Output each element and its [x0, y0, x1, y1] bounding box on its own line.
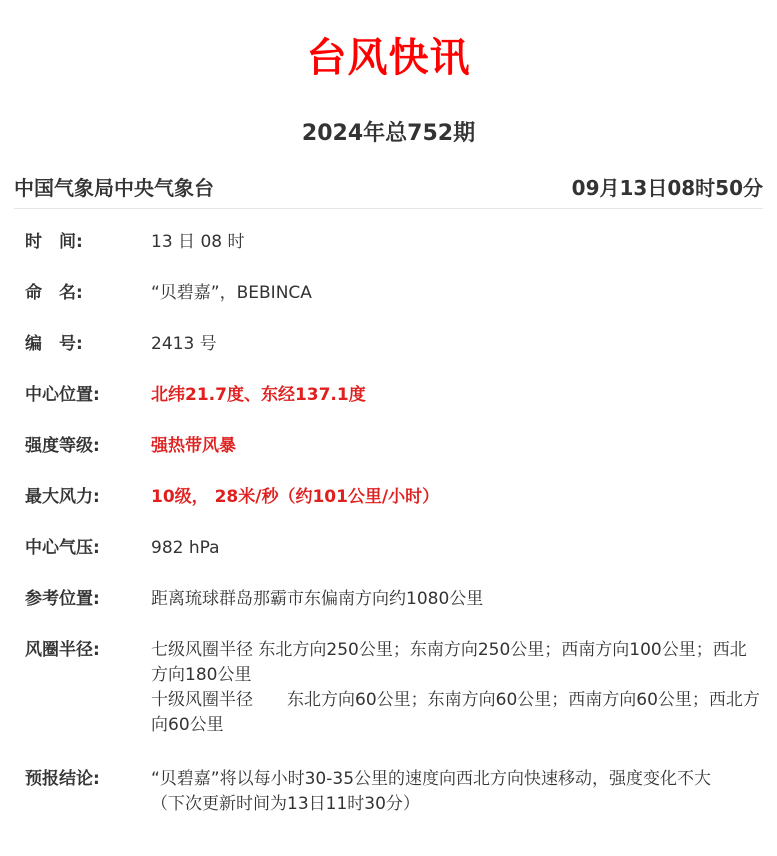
field-level — [25, 434, 760, 458]
field-center-label: 中心位置: — [25, 385, 100, 405]
page-title: 台风快讯 — [306, 35, 471, 81]
field-forecast-value — [151, 767, 760, 817]
field-reference-label: 参考位置: — [25, 589, 100, 609]
field-center — [25, 383, 760, 407]
field-name — [25, 281, 760, 305]
field-name-label: 命 名: — [25, 283, 83, 303]
field-forecast — [25, 767, 760, 817]
issue-time: 09月13日08时50分 — [571, 176, 763, 200]
field-radius-value — [151, 638, 760, 738]
field-forecast-label: 预报结论: — [25, 769, 100, 789]
forecast-text: “贝碧嘉”将以每小时30-35公里的速度向西北方向快速移动，强度变化不大 — [151, 769, 712, 789]
field-number-label: 编 号: — [25, 334, 83, 354]
field-pressure — [25, 536, 760, 560]
field-time-value: 13 日 08 时 — [151, 232, 245, 252]
field-number — [25, 332, 760, 356]
field-number-value: 2413 号 — [151, 334, 217, 354]
field-center-value: 北纬21.7度、东经137.1度 — [151, 385, 366, 405]
radius-line-10 — [151, 688, 760, 738]
field-level-label: 强度等级: — [25, 436, 100, 456]
radius-line-10-prefix: 十级风圈半径 — [151, 690, 253, 710]
forecast-next-update: （下次更新时间为13日11时30分） — [151, 794, 420, 814]
field-level-value: 强热带风暴 — [151, 436, 236, 456]
radius-line-7 — [151, 638, 760, 688]
field-time-label: 时 间: — [25, 232, 83, 252]
field-wind — [25, 485, 760, 509]
field-wind-label: 最大风力: — [25, 487, 100, 507]
radius-line-7-prefix: 七级风圈半径 — [151, 640, 253, 660]
field-time — [25, 230, 760, 254]
field-radius — [25, 638, 760, 738]
field-radius-label: 风圈半径: — [25, 640, 100, 660]
field-wind-value: 10级， 28米/秒（约101公里/小时） — [151, 487, 440, 507]
field-pressure-label: 中心气压: — [25, 538, 100, 558]
field-pressure-value: 982 hPa — [151, 538, 220, 558]
issue-number: 2024年总752期 — [301, 121, 476, 146]
header-row — [14, 172, 763, 209]
field-reference-value: 距离琉球群岛那霸市东偏南方向约1080公里 — [151, 589, 484, 609]
radius-line-10-value: 东北方向60公里；东南方向60公里；西南方向60公里；西北方向60公里 — [151, 690, 760, 735]
agency-name: 中国气象局中央气象台 — [14, 176, 214, 200]
field-name-value: “贝碧嘉”，BEBINCA — [151, 283, 312, 303]
radius-line-7-value: 东北方向250公里；东南方向250公里；西南方向100公里；西北方向180公里 — [151, 640, 747, 685]
field-reference — [25, 587, 760, 611]
